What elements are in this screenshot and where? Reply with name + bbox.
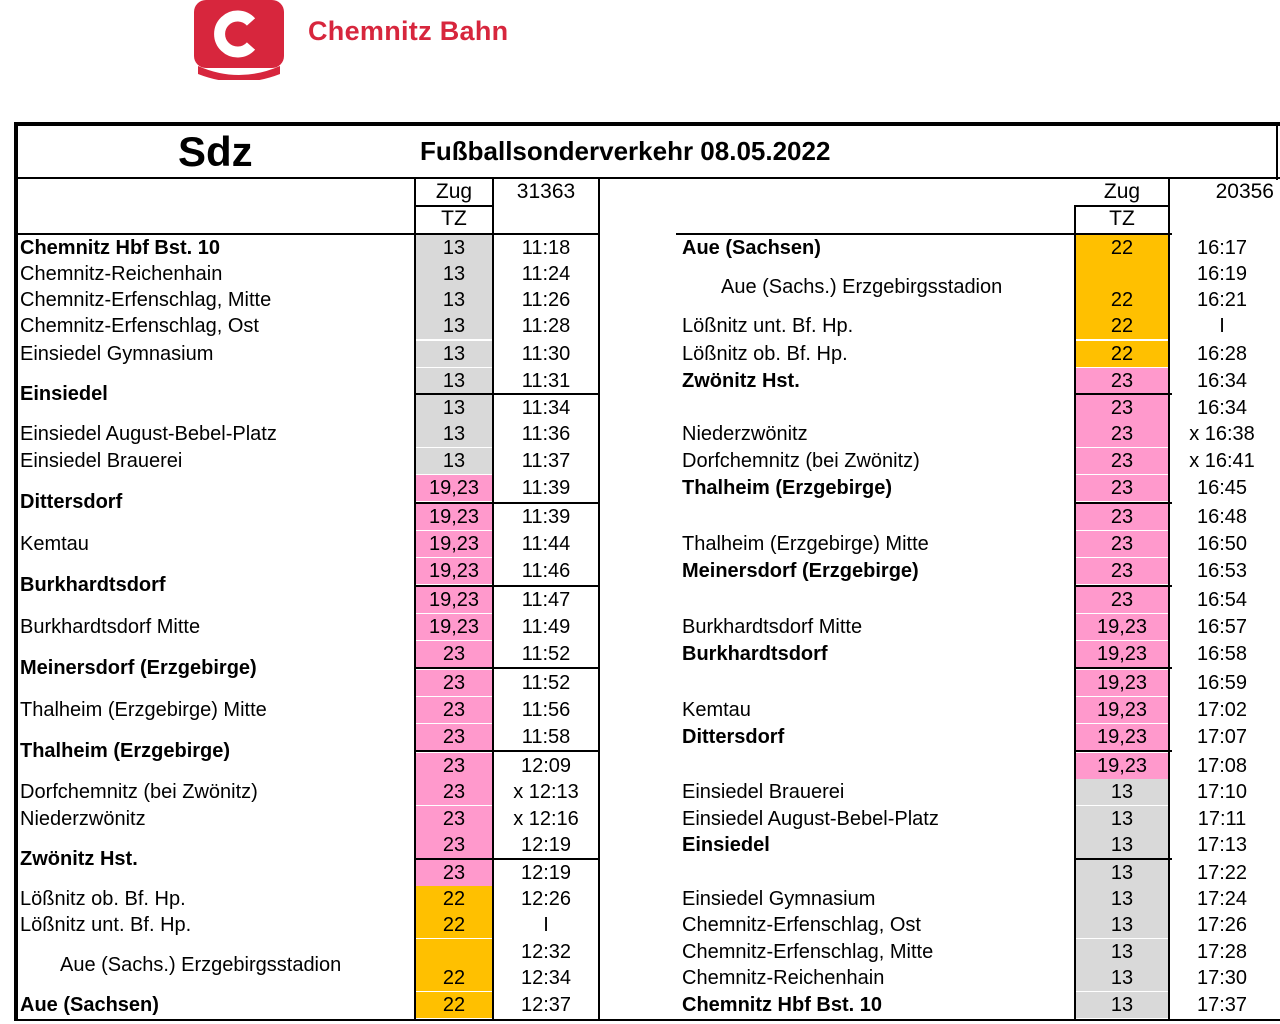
time-value: 16:50 [1196, 533, 1248, 555]
station-name: Chemnitz-Erfenschlag, Mitte [682, 941, 934, 963]
time-value: x 16:38 [1189, 423, 1255, 445]
station-name: Chemnitz-Reichenhain [20, 263, 223, 285]
table-row [0, 475, 1280, 501]
time-value: 11:30 [521, 343, 571, 365]
table-row [0, 313, 1280, 339]
tz-value: 13 [416, 368, 492, 394]
time-value: 11:39 [521, 477, 571, 499]
time-value: 12:37 [520, 994, 572, 1016]
time-value: 16:34 [1196, 370, 1248, 392]
tz-value: 23 [1076, 421, 1168, 447]
time-value: 11:24 [521, 263, 571, 285]
time-value: 17:22 [1196, 862, 1248, 884]
right-zug-label: Zug [1103, 180, 1141, 203]
tz-value: 23 [416, 641, 492, 667]
tz-value: 13 [1076, 806, 1168, 832]
tz-value: 23 [1076, 368, 1168, 394]
station-name: Einsiedel Brauerei [20, 450, 183, 472]
tz-value: 13 [416, 313, 492, 339]
tz-value: 22 [416, 992, 492, 1018]
time-value: 11:52 [521, 672, 571, 694]
station-name: Einsiedel August-Bebel-Platz [20, 423, 277, 445]
divider [1074, 667, 1172, 669]
table-row [0, 860, 1280, 886]
table-row [0, 832, 1280, 858]
table-row [0, 287, 1280, 313]
time-value: 11:26 [521, 289, 571, 311]
tz-value: 23 [1076, 475, 1168, 501]
time-value: 11:36 [521, 423, 571, 445]
table-row [0, 261, 1280, 298]
time-value: 16:21 [1196, 289, 1248, 311]
tz-value: 22 [416, 965, 492, 991]
time-value: 17:02 [1196, 699, 1248, 721]
tz-value: 19,23 [416, 614, 492, 640]
time-value: 16:53 [1196, 560, 1248, 582]
tz-value: 19,23 [1076, 614, 1168, 640]
station-name: Chemnitz-Erfenschlag, Ost [20, 315, 259, 337]
station-name: Burkhardtsdorf Mitte [20, 616, 201, 638]
tz-value: 13 [1076, 832, 1168, 858]
time-value: x 12:16 [513, 808, 579, 830]
station-name: Lößnitz unt. Bf. Hp. [682, 315, 854, 337]
tz-value: 19,23 [416, 587, 492, 613]
table-row [0, 421, 1280, 447]
station-name: Kemtau [682, 699, 751, 721]
table-row [0, 670, 1280, 696]
time-value: 17:30 [1196, 967, 1248, 989]
time-value: 11:52 [521, 643, 571, 665]
station-name: Meinersdorf (Erzgebirge) [20, 657, 257, 679]
tz-value: 22 [416, 912, 492, 938]
time-value: 11:31 [521, 370, 571, 392]
time-value: 17:11 [1197, 808, 1247, 830]
tz-value: 23 [416, 753, 492, 779]
table-top-border [14, 122, 1280, 126]
time-value: 12:19 [520, 862, 572, 884]
time-value: 11:56 [521, 699, 571, 721]
station-name: Burkhardtsdorf [682, 643, 828, 665]
tz-value: 23 [416, 806, 492, 832]
station-name: Chemnitz Hbf Bst. 10 [682, 994, 883, 1016]
station-name: Thalheim (Erzgebirge) Mitte [20, 699, 267, 721]
table-row [0, 235, 1280, 261]
station-name: Dorfchemnitz (bei Zwönitz) [682, 450, 920, 472]
tz-value: 13 [416, 287, 492, 313]
station-name: Chemnitz-Reichenhain [682, 967, 885, 989]
station-name: Niederzwönitz [20, 808, 146, 830]
table-row [0, 753, 1280, 779]
station-name: Thalheim (Erzgebirge) Mitte [682, 533, 929, 555]
time-value: 11:34 [521, 397, 571, 419]
table-row [0, 912, 1280, 938]
table-row [0, 341, 1280, 367]
station-name: Zwönitz Hst. [20, 848, 138, 870]
station-name: Chemnitz-Erfenschlag, Mitte [20, 289, 272, 311]
station-name: Dittersdorf [682, 726, 785, 748]
table-bottom-border [14, 1019, 1280, 1021]
table-row [0, 939, 1280, 965]
chemnitz-bahn-logo [194, 0, 284, 80]
station-name: Burkhardtsdorf [20, 574, 166, 596]
tz-value: 22 [1076, 235, 1168, 261]
time-value: 11:49 [521, 616, 571, 638]
tz-value: 22 [1076, 313, 1168, 339]
tz-value: 19,23 [1076, 697, 1168, 723]
tz-value: 23 [416, 670, 492, 696]
tz-value: 23 [416, 724, 492, 750]
station-name: Einsiedel Gymnasium [20, 343, 214, 365]
station-name: Aue (Sachsen) [682, 237, 821, 259]
divider [414, 667, 600, 669]
time-value: 12:26 [520, 888, 572, 910]
station-name: Zwönitz Hst. [682, 370, 800, 392]
tz-value: 13 [416, 448, 492, 474]
station-name: Dittersdorf [20, 491, 123, 513]
tz-value: 23 [1076, 395, 1168, 421]
tz-value: 13 [1076, 992, 1168, 1018]
table-row [0, 806, 1280, 832]
tz-value: 13 [416, 261, 492, 287]
time-value: 16:57 [1196, 616, 1248, 638]
station-name: Chemnitz Hbf Bst. 10 [20, 237, 221, 259]
tz-value: 13 [416, 235, 492, 261]
table-row [0, 886, 1280, 912]
time-value: 12:09 [520, 755, 572, 777]
tz-value: 22 [1076, 341, 1168, 367]
tz-value: 19,23 [416, 504, 492, 530]
table-row [0, 992, 1280, 1018]
tz-value: 23 [416, 860, 492, 886]
station-name: Thalheim (Erzgebirge) [20, 740, 231, 762]
right-border-top [1276, 122, 1278, 180]
time-value: 17:13 [1196, 834, 1248, 856]
time-value: 11:46 [521, 560, 571, 582]
tz-value: 19,23 [1076, 641, 1168, 667]
table-row [0, 779, 1280, 805]
time-value: 17:28 [1196, 941, 1248, 963]
time-value: 16:19 [1196, 263, 1248, 285]
time-value: 17:24 [1196, 888, 1248, 910]
table-row [0, 614, 1280, 640]
left-zug-label: Zug [435, 180, 473, 203]
right-tz-label: TZ [1109, 207, 1135, 230]
tz-value: 23 [416, 832, 492, 858]
tz-value: 23 [1076, 531, 1168, 557]
station-name: Lößnitz unt. Bf. Hp. [20, 914, 192, 936]
time-value: 11:18 [521, 237, 571, 259]
tz-value: 23 [416, 779, 492, 805]
time-value: 17:10 [1196, 781, 1248, 803]
station-name: Kemtau [20, 533, 89, 555]
tz-value: 13 [1076, 886, 1168, 912]
time-value: 16:54 [1196, 589, 1248, 611]
time-value: 12:19 [520, 834, 572, 856]
station-name: Thalheim (Erzgebirge) [682, 477, 893, 499]
tz-value: 22 [416, 886, 492, 912]
time-value: 17:08 [1196, 755, 1248, 777]
station-name: Meinersdorf (Erzgebirge) [682, 560, 919, 582]
tz-value: 13 [416, 421, 492, 447]
tz-value: 22 [1076, 287, 1168, 313]
table-row [0, 965, 1280, 991]
table-row [0, 558, 1280, 584]
tz-value: 19,23 [416, 475, 492, 501]
time-value: 11:44 [521, 533, 571, 555]
table-row [0, 504, 1280, 530]
table-row [0, 448, 1280, 474]
left-tz-label: TZ [441, 207, 467, 230]
station-name: Aue (Sachsen) [20, 994, 159, 1016]
table-row [0, 395, 1280, 421]
time-value: x 16:41 [1189, 450, 1255, 472]
tz-value [1076, 261, 1168, 287]
table-row [0, 724, 1280, 750]
time-value: 17:37 [1196, 994, 1248, 1016]
time-value: 11:28 [521, 315, 571, 337]
time-value: 12:32 [520, 941, 572, 963]
tz-value: 13 [416, 341, 492, 367]
title-divider [14, 177, 1280, 179]
station-name: Einsiedel [20, 383, 108, 405]
time-value: 16:17 [1196, 237, 1248, 259]
tz-value: 19,23 [416, 531, 492, 557]
time-value: 12:34 [520, 967, 572, 989]
time-value: 11:47 [521, 589, 571, 611]
station-name: Aue (Sachs.) Erzgebirgsstadion [721, 276, 1003, 298]
time-value: 11:58 [521, 726, 571, 748]
time-value: 11:39 [521, 506, 571, 528]
time-value: 17:07 [1196, 726, 1248, 748]
table-row [0, 531, 1280, 557]
time-value: 16:58 [1196, 643, 1248, 665]
page-title: Fußballsonderverkehr 08.05.2022 [420, 136, 831, 166]
tz-value: 19,23 [1076, 670, 1168, 696]
time-value: 16:45 [1196, 477, 1248, 499]
tz-value: 19,23 [416, 558, 492, 584]
left-train-number: 31363 [516, 180, 576, 203]
time-value: I [1219, 315, 1225, 337]
time-value: I [543, 914, 549, 936]
right-train-number: 20356 [1215, 180, 1274, 203]
tz-value: 13 [1076, 912, 1168, 938]
station-name: Einsiedel Brauerei [682, 781, 845, 803]
table-row [0, 587, 1280, 613]
tz-value: 23 [416, 697, 492, 723]
brand-name: Chemnitz Bahn [308, 16, 509, 46]
tz-value: 13 [1076, 779, 1168, 805]
tz-value: 23 [1076, 448, 1168, 474]
station-name: Lößnitz ob. Bf. Hp. [20, 888, 186, 910]
time-value: 16:48 [1196, 506, 1248, 528]
station-name: Einsiedel [682, 834, 770, 856]
time-value: 17:26 [1196, 914, 1248, 936]
page-title-short: Sdz [178, 128, 253, 175]
tz-value: 13 [1076, 939, 1168, 965]
tz-value: 19,23 [1076, 724, 1168, 750]
tz-value: 13 [1076, 860, 1168, 886]
table-row [0, 641, 1280, 667]
time-value: 16:28 [1196, 343, 1248, 365]
divider [1074, 750, 1172, 752]
station-name: Burkhardtsdorf Mitte [682, 616, 863, 638]
table-row [0, 368, 1280, 394]
station-name: Aue (Sachs.) Erzgebirgsstadion [60, 954, 342, 976]
tz-value: 13 [1076, 965, 1168, 991]
tz-value: 19,23 [1076, 753, 1168, 779]
station-name: Einsiedel Gymnasium [682, 888, 876, 910]
tz-value: 23 [1076, 558, 1168, 584]
station-name: Dorfchemnitz (bei Zwönitz) [20, 781, 258, 803]
time-value: 16:59 [1196, 672, 1248, 694]
station-name: Niederzwönitz [682, 423, 808, 445]
table-row [0, 697, 1280, 723]
station-name: Chemnitz-Erfenschlag, Ost [682, 914, 921, 936]
station-name: Lößnitz ob. Bf. Hp. [682, 343, 848, 365]
time-value: 11:37 [521, 450, 571, 472]
tz-value: 13 [416, 395, 492, 421]
tz-value: 23 [1076, 587, 1168, 613]
divider [414, 750, 600, 752]
tz-value: 23 [1076, 504, 1168, 530]
time-value: 16:34 [1196, 397, 1248, 419]
time-value: x 12:13 [513, 781, 579, 803]
station-name: Einsiedel August-Bebel-Platz [682, 808, 939, 830]
